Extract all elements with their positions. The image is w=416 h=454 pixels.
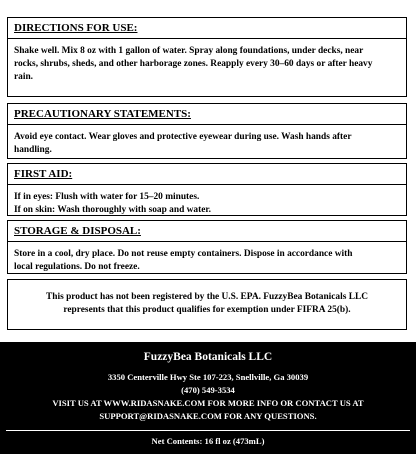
first-aid-line: If in eyes: Flush with water for 15–20 minutes.: [14, 192, 200, 202]
regulatory-notice: [7, 279, 407, 330]
directions-line: Shake well. Mix 8 oz with 1 gallon of water. Spray along foundations, under decks, near: [14, 46, 364, 56]
directions-text: [8, 39, 406, 84]
directions-line: rocks, shrubs, sheds, and other harborage zones. Reapply every 30–60 days or after heavy: [14, 59, 373, 69]
first-aid-line: If on skin: Wash thoroughly with soap and water.: [14, 205, 212, 215]
visit-text: VISIT US AT WWW.RIDASNAKE.COM FOR MORE INFO OR CONTACT US AT: [52, 398, 364, 408]
storage-text: [8, 242, 406, 274]
regulatory-text: [8, 280, 406, 317]
precautionary-heading: PRECAUTIONARY STATEMENTS:: [14, 108, 191, 120]
storage-line: local regulations. Do not freeze.: [14, 262, 140, 272]
precautionary-line: Avoid eye contact. Wear gloves and protective eyewear during use. Wash hands after: [14, 132, 352, 142]
directions-section: [7, 17, 407, 97]
storage-heading: STORAGE & DISPOSAL:: [14, 225, 141, 237]
storage-line: Store in a cool, dry place. Do not reuse empty containers. Dispose in accordance with: [14, 249, 353, 259]
storage-section: [7, 220, 407, 274]
first-aid-section: [7, 163, 407, 216]
precautionary-section: [7, 103, 407, 159]
first-aid-heading: FIRST AID:: [14, 168, 73, 180]
net-contents: Net Contents: 16 fl oz (473mL): [151, 436, 265, 446]
company-address: 3350 Centerville Hwy Ste 107-223, Snellville, Ga 30039: [107, 372, 309, 382]
footer-divider: [6, 430, 410, 431]
notice-line: This product has not been registered by the U.S. EPA. FuzzyBea Botanicals LLC: [46, 292, 368, 302]
notice-line: represents that this product qualifies for exemption under FIFRA 25(b).: [63, 305, 351, 315]
support-text: SUPPORT@RIDASNAKE.COM FOR ANY QUESTIONS.: [99, 411, 317, 421]
directions-heading: DIRECTIONS FOR USE:: [14, 22, 138, 34]
company-footer: [0, 342, 416, 454]
first-aid-text: [8, 185, 406, 217]
directions-line: rain.: [14, 72, 34, 82]
precautionary-text: [8, 125, 406, 157]
company-name: FuzzyBea Botanicals LLC: [143, 351, 273, 363]
company-phone: (470) 549-3534: [181, 385, 235, 395]
precautionary-line: handling.: [14, 145, 52, 155]
